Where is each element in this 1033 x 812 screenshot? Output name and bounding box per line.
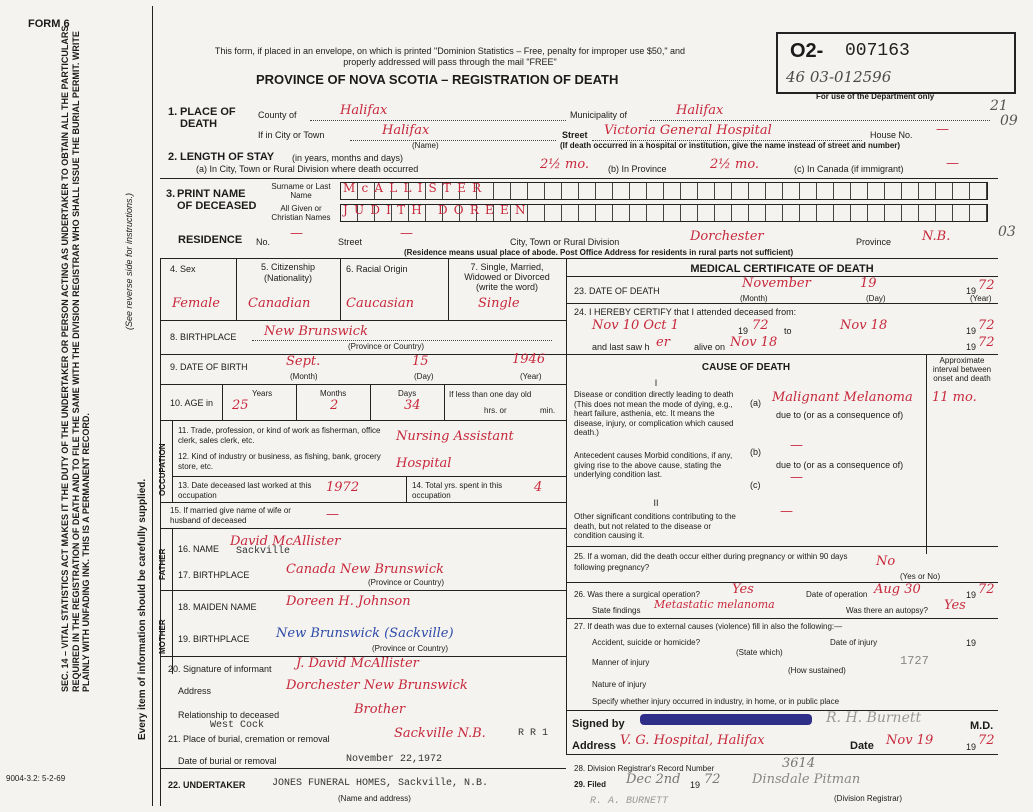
undertaker-note: (Name and address) (338, 794, 411, 803)
relationship-label: Relationship to deceased (178, 710, 280, 720)
medical-title: MEDICAL CERTIFICATE OF DEATH (690, 263, 874, 275)
letter-cell (902, 205, 919, 221)
cert-year: 72 (978, 733, 995, 748)
last-worked-label: 13. Date deceased last worked at this occupation (178, 481, 312, 500)
letter-cell (902, 183, 919, 199)
letter-cell (970, 205, 987, 221)
manner-label: Manner of injury (592, 658, 650, 667)
cause-b-value: — (790, 438, 803, 453)
birthplace-label: 8. BIRTHPLACE (170, 332, 237, 342)
manner-stamp: 1727 (900, 654, 929, 668)
letter-cell (817, 205, 834, 221)
cert-date-label: Date (850, 740, 874, 752)
letter-cell (630, 205, 647, 221)
age-label: 10. AGE in (170, 398, 214, 408)
reg-number: 007163 (845, 41, 910, 61)
father-bp-label: 17. BIRTHPLACE (178, 570, 250, 580)
res-city-value: Dorchester (690, 229, 764, 244)
age-years-label: Years (252, 389, 273, 398)
death-year-prefix: 19 (966, 286, 977, 296)
q25-value: No (876, 554, 896, 569)
res-street-label: Street (338, 237, 363, 247)
vital-statistics-notice: SEC. 14 – VITAL STATISTICS ACT MAKES IT THE DUTY OF THE UNDERTAKER OR PERSON ACTING AS UNDERTAKER TO OBTAIN ALL THE PARTICULARS REQUIRED IN THE REGISTRATION OF DEATH AND TO FILE THE SAME WITH THE DIVISION REGISTRAR WHO SHALL ISSUE THE BURIAL PERMIT. WRITE PLAINLY WITH UNFADING INK. THIS IS A PERMANENT RECORD. (60, 25, 91, 692)
side-number-c: 03 (998, 224, 1016, 240)
res-no-label: No. (256, 237, 271, 247)
mother-side-label: MOTHER (158, 619, 167, 654)
burial-date-label: Date of burial or removal (178, 756, 277, 766)
informant-addr-label: Address (178, 686, 212, 696)
burial-place: Sackville N.B. (394, 726, 486, 741)
q27-label: 27. If death was due to external causes (violence) fill in also the following:— (574, 622, 843, 631)
dob-year-label: (Year) (520, 372, 542, 381)
cause-c-label: (c) (750, 480, 761, 490)
county-value: Halifax (340, 103, 388, 118)
informant-sig-value: J. David McAllister (296, 656, 419, 671)
cert-address-label: Address (572, 740, 617, 752)
name-label: PRINT NAME OF DECEASED (177, 188, 257, 212)
hospital-note: (If death occurred in a hospital or institution, give the name instead of street and number) (560, 141, 901, 150)
filed-value: Dec 2nd (626, 772, 681, 787)
due-to-2: due to (or as a consequence of) (776, 460, 904, 470)
side-number-a: 21 (990, 98, 1008, 114)
op-year-prefix: 19 (966, 590, 977, 600)
maiden-label: 18. MAIDEN NAME (178, 602, 257, 612)
father-bp-value: Canada New Brunswick (286, 562, 444, 577)
letter-cell (834, 205, 851, 221)
letter-cell (647, 205, 664, 221)
race-value: Caucasian (346, 296, 415, 311)
residence-label: RESIDENCE (178, 234, 243, 246)
marital-value: Single (478, 296, 520, 311)
op-date-value: Aug 30 (874, 582, 921, 597)
street-label: Street (562, 130, 588, 140)
municipality-value: Halifax (676, 103, 724, 118)
letter-cell (681, 183, 698, 199)
surname-value: McALLISTER (343, 181, 488, 195)
age-days-label: Days (398, 389, 417, 398)
letter-cell (766, 205, 783, 221)
letter-cell (953, 205, 970, 221)
citizenship-value: Canadian (248, 296, 311, 311)
letter-cell (579, 205, 596, 221)
alive-label: alive on (694, 342, 726, 352)
industry-label: 12. Kind of industry or business, as fishing, bank, grocery store, etc. (178, 452, 381, 471)
to-year: 72 (978, 318, 995, 333)
letter-cell (545, 183, 562, 199)
letter-cell (528, 183, 545, 199)
alive-on: Nov 18 (730, 335, 778, 350)
stay-b-label: (b) In Province (608, 164, 667, 174)
res-prov-label: Province (856, 237, 892, 247)
filed-year: 72 (704, 772, 721, 787)
death-day: 19 (860, 276, 877, 291)
father-typed: Sackville (236, 546, 291, 557)
due-to-1: due to (or as a consequence of) (776, 410, 904, 420)
letter-cell (749, 183, 766, 199)
letter-cell (919, 183, 936, 199)
burial-typed-above: West Cock (210, 720, 265, 731)
letter-cell (698, 205, 715, 221)
from-year: 72 (752, 318, 769, 333)
stay-sub: (in years, months and days) (292, 153, 404, 163)
last-worked-value: 1972 (326, 480, 360, 495)
father-name-value: David McAllister (230, 534, 341, 549)
cause-a-label: (a) (750, 398, 761, 408)
name-note: (Name) (412, 141, 439, 150)
total-years-value: 4 (534, 480, 543, 495)
how-sustained: (How sustained) (788, 666, 846, 675)
letter-cell (919, 205, 936, 221)
maiden-value: Doreen H. Johnson (286, 594, 411, 609)
letter-cell (715, 205, 732, 221)
death-year-label: (Year) (970, 294, 992, 303)
undertaker-label: 22. UNDERTAKER (168, 780, 246, 790)
reverse-side-note: (See reverse side for instructions.) (124, 192, 134, 330)
letter-cell (783, 183, 800, 199)
age-min-label: min. (540, 406, 556, 415)
alive-year: 72 (978, 335, 995, 350)
sex-label: 4. Sex (170, 264, 196, 274)
cert-date-value: Nov 19 (886, 733, 934, 748)
cause-a-interval: 11 mo. (932, 390, 977, 405)
attended-from: Nov 10 Oct 1 (592, 318, 679, 333)
letter-cell (817, 183, 834, 199)
q26-label: 26. Was there a surgical operation? (574, 590, 700, 599)
letter-cell (596, 205, 613, 221)
dob-month: Sept. (286, 354, 321, 369)
left-margin-rule (152, 6, 153, 806)
last-saw-label: and last saw h (592, 342, 650, 352)
letter-cell (579, 183, 596, 199)
spouse-value: — (326, 507, 339, 522)
death-month: November (742, 276, 811, 291)
dob-day-label: (Day) (414, 372, 434, 381)
dob-label: 9. DATE OF BIRTH (170, 362, 248, 372)
trade-value: Nursing Assistant (396, 429, 514, 444)
filed-year-prefix: 19 (690, 780, 701, 790)
letter-cell (749, 205, 766, 221)
to-label: to (784, 326, 792, 336)
age-days: 34 (404, 398, 421, 413)
letter-cell (562, 205, 579, 221)
signed-label: Signed by (572, 718, 625, 730)
father-side-label: FATHER (158, 548, 167, 580)
letter-cell (800, 183, 817, 199)
death-day-label: (Day) (866, 294, 886, 303)
dept-note: For use of the Department only (816, 92, 935, 101)
letter-cell (732, 205, 749, 221)
stay-label: LENGTH OF STAY (180, 151, 275, 163)
birthplace-value: New Brunswick (264, 324, 368, 339)
redacted-signature (640, 714, 812, 725)
cert-year-prefix: 19 (966, 742, 977, 752)
place-label: PLACE OF DEATH (180, 106, 236, 130)
surname-label: Surname or Last Name (271, 182, 331, 200)
mother-bp-note: (Province or Country) (372, 644, 449, 653)
letter-cell (851, 205, 868, 221)
given-label: All Given or Christian Names (271, 204, 331, 222)
op-year: 72 (978, 582, 995, 597)
date-of-death-label: 23. DATE OF DEATH (574, 286, 660, 296)
injury-date-label: Date of injury (830, 638, 878, 647)
every-item-note: Every item of information should be carefully supplied. (137, 478, 148, 740)
letter-cell (630, 183, 647, 199)
letter-cell (868, 183, 885, 199)
letter-cell (732, 183, 749, 199)
interval-label: Approximate interval between onset and death (932, 356, 992, 383)
age-less-label: If less than one day old (449, 390, 532, 399)
informant-sig-label: 20. Signature of informant (168, 664, 272, 674)
letter-cell (783, 205, 800, 221)
letter-cell (885, 183, 902, 199)
findings-label: State findings (592, 606, 641, 615)
other-conditions-value: — (780, 504, 793, 519)
death-month-label: (Month) (740, 294, 768, 303)
other-conditions-label: Other significant conditions contributing to the death, but not related to the disease or condition causing it. (574, 512, 736, 540)
age-months: 2 (330, 398, 339, 413)
letter-cell (953, 183, 970, 199)
division-record-label: 28. Division Registrar's Record Number (574, 764, 715, 773)
stay-b-value: 2½ mo. (710, 157, 760, 172)
stay-a-label: (a) In City, Town or Rural Division where death occurred (196, 164, 419, 174)
certify-label: 24. I HEREBY CERTIFY that I attended deceased from: (574, 307, 797, 317)
informant-addr-value: Dorchester New Brunswick (286, 678, 468, 693)
letter-cell (834, 183, 851, 199)
registrar-signature: Dinsdale Pitman (752, 772, 861, 787)
letter-cell (698, 183, 715, 199)
form-code: 9004-3.2: 5-2-69 (6, 774, 66, 783)
stay-a-value: 2½ mo. (540, 157, 590, 172)
attended-to: Nov 18 (840, 318, 888, 333)
letter-cell (562, 183, 579, 199)
letter-cell (715, 183, 732, 199)
to-year-prefix: 19 (966, 326, 977, 336)
yes-no-note: (Yes or No) (900, 572, 941, 581)
burial-code: R R 1 (518, 728, 549, 739)
mother-bp-label: 19. BIRTHPLACE (178, 634, 250, 644)
death-year: 72 (978, 278, 995, 293)
county-label: County of (258, 110, 297, 120)
residence-note: (Residence means usual place of abode. Post Office Address for residents in rural parts not sufficient) (404, 248, 794, 257)
letter-cell (868, 205, 885, 221)
sex-value: Female (172, 296, 220, 311)
letter-cell (647, 183, 664, 199)
typed-physician-name: R. A. BURNETT (590, 796, 669, 807)
birthplace-note: (Province or Country) (348, 342, 425, 351)
form-label: FORM 6 (28, 18, 70, 30)
physician-signature: R. H. Burnett (826, 710, 922, 726)
filed-label: 29. Filed (574, 780, 607, 789)
house-label: House No. (870, 130, 913, 140)
age-hrs-label: hrs. or (484, 406, 507, 415)
form-title: PROVINCE OF NOVA SCOTIA – REGISTRATION OF DEATH (256, 72, 619, 87)
marital-label: 7. Single, Married, Widowed or Divorced (write the word) (464, 262, 550, 292)
mother-bp-value: New Brunswick (Sackville) (276, 626, 454, 641)
last-saw-value: er (656, 335, 670, 350)
letter-cell (613, 205, 630, 221)
relationship-value: Brother (354, 702, 406, 717)
age-months-label: Months (320, 389, 347, 398)
division-record-value: 3614 (782, 756, 816, 771)
division-registrar-note: (Division Registrar) (834, 794, 903, 803)
race-label: 6. Racial Origin (346, 264, 408, 274)
letter-cell (664, 183, 681, 199)
burial-date: November 22,1972 (346, 754, 443, 765)
dob-month-label: (Month) (290, 372, 318, 381)
father-name-label: 16. NAME (178, 544, 220, 554)
alive-year-prefix: 19 (966, 342, 977, 352)
cause-title: CAUSE OF DEATH (701, 362, 791, 373)
letter-cell (766, 183, 783, 199)
roman-one: I (654, 378, 658, 388)
res-city-label: City, Town or Rural Division (510, 237, 620, 247)
letter-cell (936, 183, 953, 199)
letter-cell (664, 205, 681, 221)
state-which: (State which) (736, 648, 783, 657)
injury-year-prefix: 19 (966, 638, 977, 648)
dob-year: 1946 (512, 352, 546, 367)
side-number-b: 09 (1000, 113, 1018, 129)
city-label: If in City or Town (258, 130, 325, 140)
father-bp-note: (Province or Country) (368, 578, 445, 587)
cert-address-value: V. G. Hospital, Halifax (620, 733, 765, 748)
res-no-value: — (290, 226, 303, 241)
occupation-side-label: OCCUPATION (158, 443, 167, 496)
stay-c-label: (c) In Canada (if immigrant) (794, 164, 904, 174)
industry-question: Specify whether injury occurred in industry, in home, or in public place (592, 697, 840, 706)
letter-cell (613, 183, 630, 199)
letter-cell (936, 205, 953, 221)
md-label: M.D. (970, 720, 994, 732)
direct-cause-label: Disease or condition directly leading to death (This does not mean the mode of dying, e.g., heart failure, asthenia, etc. It means the disease, injury, or complication which caused death.) (574, 390, 734, 437)
accident-label: Accident, suicide or homicide? (592, 638, 701, 647)
op-date-label: Date of operation (806, 590, 868, 599)
roman-two: II (653, 498, 659, 508)
cause-a-value: Malignant Melanoma (772, 390, 913, 405)
letter-cell (851, 183, 868, 199)
q25-label: 25. If a woman, did the death occur either during pregnancy or within 90 days following pregnancy? (574, 552, 848, 572)
age-years: 25 (232, 398, 249, 413)
letter-cell (885, 205, 902, 221)
autopsy-value: Yes (944, 598, 966, 613)
undertaker-value: JONES FUNERAL HOMES, Sackville, N.B. (272, 778, 489, 789)
citizenship-label: 5. Citizenship (Nationality) (260, 262, 316, 283)
stay-num: 2. (168, 151, 178, 163)
res-street-value: — (400, 226, 413, 241)
burial-label: 21. Place of burial, cremation or removal (168, 734, 330, 744)
reg-handwritten: 46 03-012596 (786, 68, 892, 86)
house-value: — (936, 122, 949, 137)
mailing-notice: This form, if placed in an envelope, on which is printed "Dominion Statistics – Free, penalty for improper use $50," and properly addressed will pass through the mail "FREE" (214, 46, 686, 67)
q26-value: Yes (732, 582, 754, 597)
industry-value: Hospital (396, 456, 452, 471)
letter-cell (511, 183, 528, 199)
letter-cell (494, 183, 511, 199)
cause-c-value: — (790, 470, 803, 485)
nature-label: Nature of injury (592, 680, 647, 689)
name-num: 3. (166, 188, 176, 200)
letter-cell (596, 183, 613, 199)
trade-label: 11. Trade, profession, or kind of work as fisherman, office clerk, sales clerk, etc. (178, 426, 381, 445)
findings-value: Metastatic melanoma (654, 598, 775, 611)
place-num: 1. (168, 106, 178, 118)
municipality-label: Municipality of (570, 110, 628, 120)
dob-day: 15 (412, 354, 429, 369)
stay-c-value: — (946, 156, 959, 171)
city-value: Halifax (382, 123, 430, 138)
res-prov-value: N.B. (922, 229, 951, 244)
antecedent-label: Antecedent causes Morbid conditions, if any, giving rise to the above cause, stating the underlying condition last. (574, 451, 733, 479)
spouse-label: 15. If married give name of wife or husband of deceased (170, 506, 291, 525)
from-year-prefix: 19 (738, 326, 749, 336)
given-value: JUDITH DOREEN (343, 203, 532, 217)
total-years-label: 14. Total yrs. spent in this occupation (412, 481, 503, 500)
autopsy-label: Was there an autopsy? (846, 606, 928, 615)
letter-cell (681, 205, 698, 221)
letter-cell (545, 205, 562, 221)
reg-prefix: O2- (790, 40, 824, 62)
letter-cell (800, 205, 817, 221)
cause-b-label: (b) (750, 447, 761, 457)
letter-cell (970, 183, 987, 199)
street-value: Victoria General Hospital (604, 123, 772, 138)
